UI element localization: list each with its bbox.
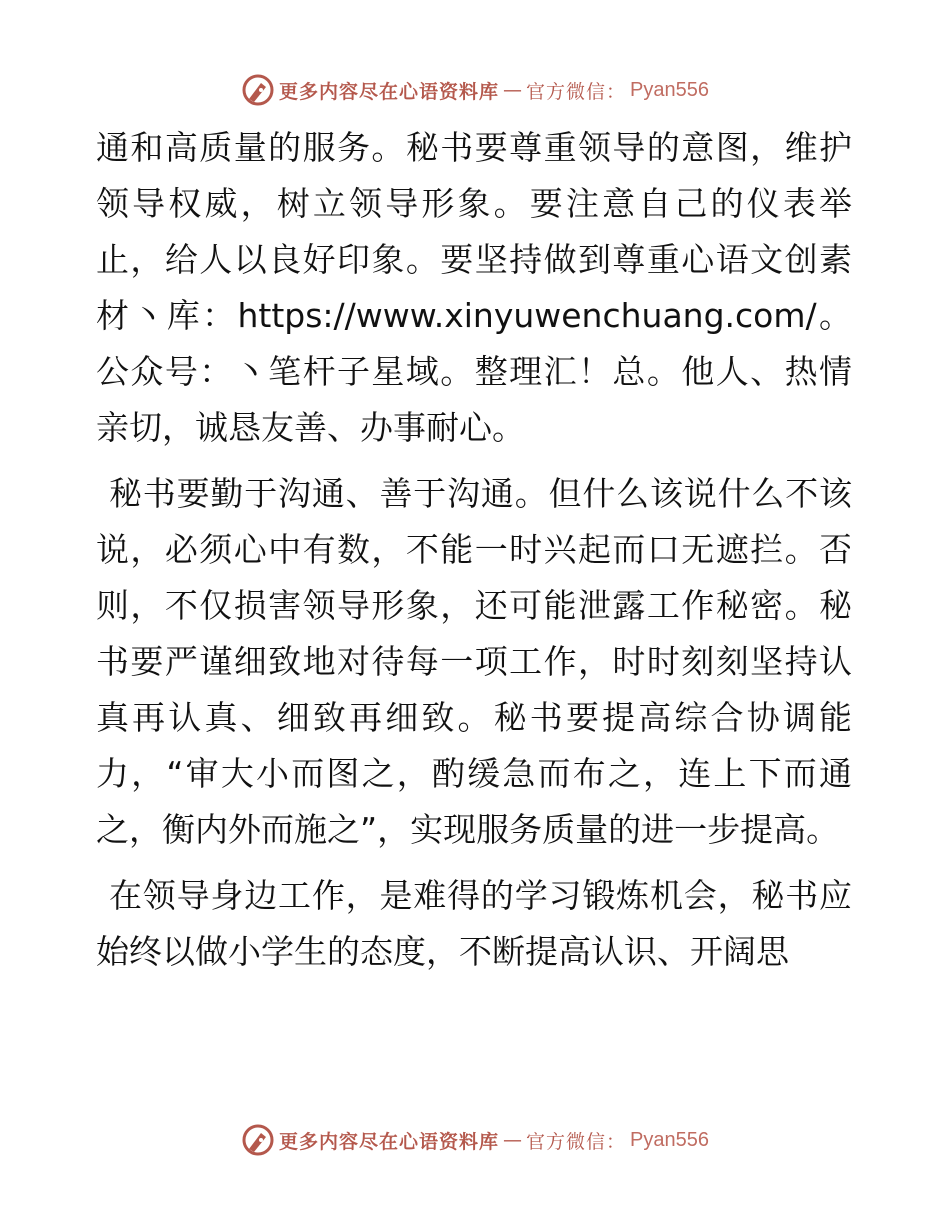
- pen-nib-logo-icon: [241, 1123, 275, 1157]
- paragraph-1: 通和高质量的服务。秘书要尊重领导的意图，维护领导权威，树立领导形象。要注意自己的仪表举止，给人以良好印象。要坚持做到尊重心语文创素材丶库：https://www.xinyuwenchuang.com/。公众号：丶笔杆子星域。整理汇！总。他人、热情亲切，诚恳友善、办事耐心。: [96, 128, 852, 447]
- pen-nib-logo-icon: [241, 73, 275, 107]
- header-banner: [0, 70, 950, 110]
- banner-wechat-id: Pyan556: [630, 1128, 709, 1151]
- paragraph-2: 秘书要勤于沟通、善于沟通。但什么该说什么不该说，必须心中有数，不能一时兴起而口无遮拦。否则，不仅损害领导形象，还可能泄露工作秘密。秘书要严谨细致地对待每一项工作，时时刻刻坚持认真再认真、细致再细致。秘书要提高综合协调能力，“审大小而图之，酌缓急而布之，连上下而通之，衡内外而施之”，实现服务质量的进一步提高。: [96, 474, 852, 849]
- banner-wechat-id: Pyan556: [630, 78, 709, 101]
- banner-title: 更多内容尽在心语资料库: [279, 80, 500, 103]
- banner-dash: —: [503, 79, 523, 101]
- document-body: [96, 120, 852, 990]
- banner-wechat-label: 官方微信：: [526, 1130, 627, 1153]
- footer-banner: [0, 1120, 950, 1160]
- banner-title: 更多内容尽在心语资料库: [279, 1130, 500, 1153]
- paragraph-3: 在领导身边工作，是难得的学习锻炼机会，秘书应始终以做小学生的态度，不断提高认识、开阔思: [96, 876, 852, 971]
- banner-wechat-label: 官方微信：: [526, 80, 627, 103]
- banner-dash: —: [503, 1129, 523, 1151]
